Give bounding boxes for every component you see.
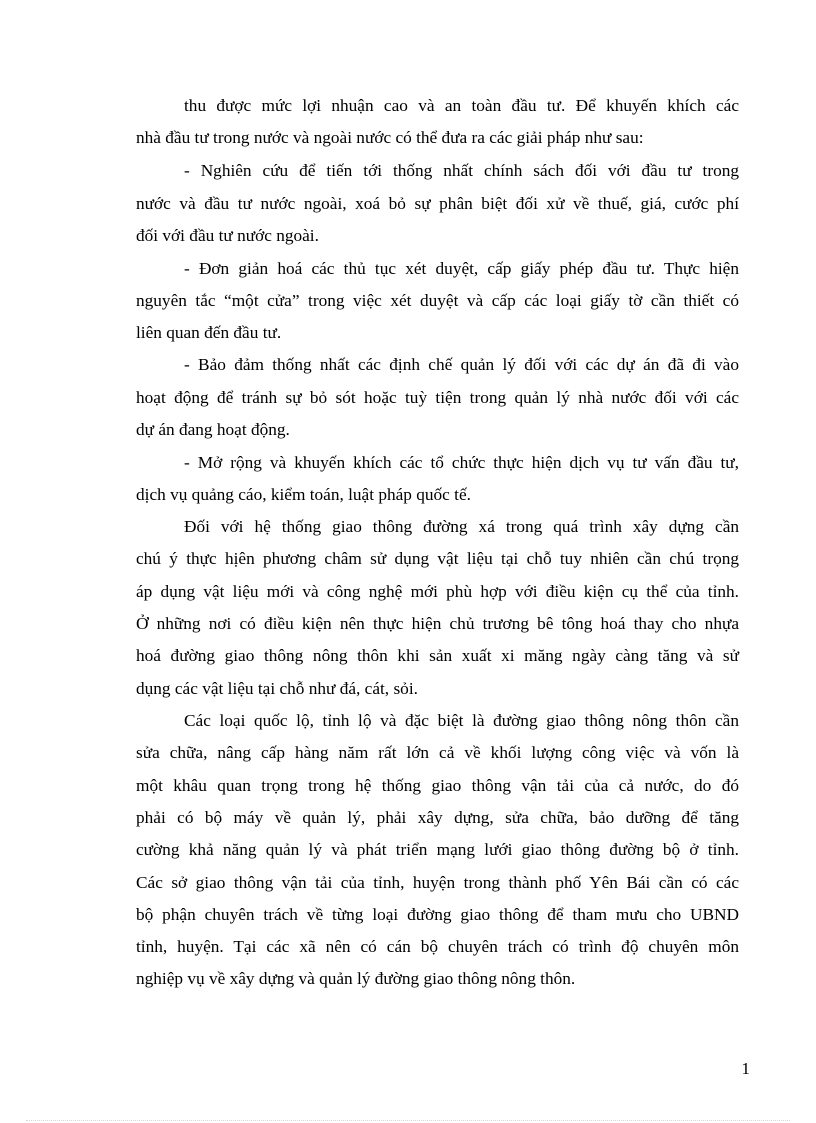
paragraph-7-line-9: nghiệp vụ về xây dựng và quản lý đường giao thông nông thôn. — [136, 969, 576, 988]
footer-divider — [26, 1120, 790, 1121]
paragraph-4-line-3: dự án đang hoạt động. — [136, 420, 290, 439]
paragraph-2-line-1: - Nghiên cứu để tiến tới thống nhất chính sách đối với đầu tư trong — [184, 161, 739, 180]
paragraph-6-line-2: chú ý thực hịên phương châm sử dụng vật liệu tại chỗ tuy nhiên cần chú trọng — [136, 549, 739, 568]
paragraph-7-line-8: tỉnh, huyện. Tại các xã nên có cán bộ chuyên trách có trình độ chuyên môn — [136, 937, 739, 956]
paragraph-7-line-4: phải có bộ máy về quản lý, phải xây dựng, sửa chữa, bảo dưỡng để tăng — [136, 808, 739, 827]
paragraph-6-line-1: Đối với hệ thống giao thông đường xá trong quá trình xây dựng cần — [184, 517, 739, 536]
paragraph-6-line-5: hoá đường giao thông nông thôn khi sản xuất xi măng ngày càng tăng và sử — [136, 646, 739, 665]
paragraph-4-line-1: - Bảo đảm thống nhất các định chế quản lý đối với các dự án đã đi vào — [184, 355, 739, 374]
paragraph-7-line-7: bộ phận chuyên trách về từng loại đường giao thông để tham mưu cho UBND — [136, 905, 739, 924]
paragraph-5-line-1: - Mở rộng và khuyến khích các tổ chức thực hiện dịch vụ tư vấn đầu tư, — [184, 453, 739, 472]
paragraph-4-line-2: hoạt động để tránh sự bỏ sót hoặc tuỳ tiện trong quản lý nhà nước đối với các — [136, 388, 739, 407]
paragraph-5-line-2: dịch vụ quảng cáo, kiểm toán, luật pháp quốc tế. — [136, 485, 471, 504]
paragraph-3-line-2: nguyên tắc “một cửa” trong việc xét duyệt và cấp các loại giấy tờ cần thiết có — [136, 291, 739, 310]
paragraph-7-line-3: một khâu quan trọng trong hệ thống giao thông vận tải của cả nước, do đó — [136, 776, 739, 795]
paragraph-3-line-3: liên quan đến đầu tư. — [136, 323, 282, 342]
paragraph-7-line-2: sửa chữa, nâng cấp hàng năm rất lớn cả về khối lượng công việc và vốn là — [136, 743, 739, 762]
paragraph-7-line-5: cường khả năng quản lý và phát triển mạng lưới giao thông đường bộ ở tỉnh. — [136, 840, 739, 859]
paragraph-2-line-3: đối với đầu tư nước ngoài. — [136, 226, 319, 245]
paragraph-7-line-6: Các sở giao thông vận tải của tỉnh, huyện trong thành phố Yên Bái cần có các — [136, 873, 739, 892]
paragraph-7-line-1: Các loại quốc lộ, tỉnh lộ và đặc biệt là đường giao thông nông thôn cần — [184, 711, 739, 730]
paragraph-6-line-3: áp dụng vật liệu mới và công nghệ mới phù hợp với điều kiện cụ thể của tỉnh. — [136, 582, 739, 601]
paragraph-3-line-1: - Đơn giản hoá các thủ tục xét duyệt, cấp giấy phép đầu tư. Thực hiện — [184, 259, 739, 278]
paragraph-1-line-2: nhà đầu tư trong nước và ngoài nước có thể đưa ra các giải pháp như sau: — [136, 128, 644, 147]
paragraph-6-line-4: Ở những nơi có điều kiện nên thực hiện chủ trương bê tông hoá thay cho nhựa — [136, 614, 739, 633]
paragraph-2-line-2: nước và đầu tư nước ngoài, xoá bỏ sự phân biệt đối xử về thuế, giá, cước phí — [136, 194, 739, 213]
paragraph-6-line-6: dụng các vật liệu tại chỗ như đá, cát, sỏi. — [136, 679, 418, 698]
paragraph-1-line-1: thu được mức lợi nhuận cao và an toàn đầu tư. Để khuyến khích các — [184, 96, 739, 115]
page-number: 1 — [741, 1059, 750, 1078]
